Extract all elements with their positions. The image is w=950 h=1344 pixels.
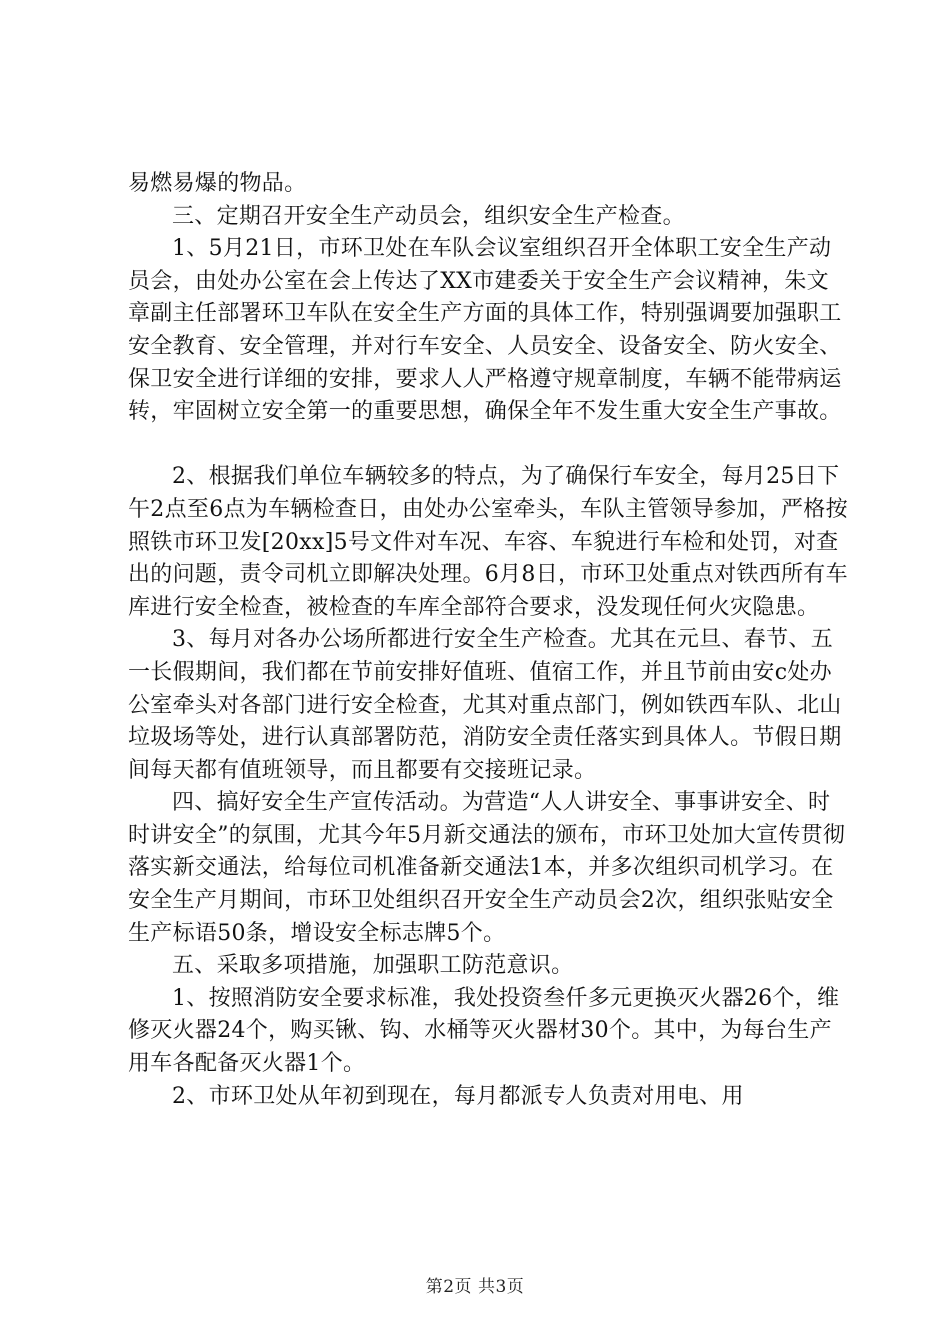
- section-heading-3: 三、定期召开安全生产动员会，组织安全生产检查。: [172, 203, 685, 229]
- document-body: [128, 168, 848, 1113]
- paragraph-continuation: 易燃易爆的物品。: [128, 171, 307, 196]
- paragraph-item-2: 2、根据我们单位车辆较多的特点，为了确保行车安全，每月25日下午2点至6点为车辆检查日，由处办公室牵头，车队主管领导参加，严格按照铁市环卫发[20xx]5号文件对车况、车容、车貌进行车检和处罚，对查出的问题，责令司机立即解决处理。6月8日，市环卫处重点对铁西所有车库进行安全检查，被检查的车库全部符合要求，没发现任何火灾隐患。: [128, 464, 848, 620]
- paragraph-item-5-1: 1、按照消防安全要求标准，我处投资叁仟多元更换灭火器26个，维修灭火器24个，购买锹、钩、水桶等灭火器材30个。其中，为每台生产用车各配备灭火器1个。: [128, 985, 840, 1077]
- section-heading-5: 五、采取多项措施，加强职工防范意识。: [172, 953, 574, 979]
- page-footer: 第2页 共3页: [425, 1277, 525, 1297]
- blank-line: [128, 429, 848, 462]
- paragraph-item-3: 3、每月对各办公场所都进行安全生产检查。尤其在元旦、春节、五一长假期间，我们都在节前安排好值班、值宿工作，并且节前由安c处办公室牵头对各部门进行安全检查，尤其对重点部门，例如铁西车队、北山垃圾场等处，进行认真部署防范，消防安全责任落实到具体人。节假日期间每天都有值班领导，而且都要有交接班记录。: [128, 627, 842, 783]
- paragraph-item-1: 1、5月21日，市环卫处在车队会议室组织召开全体职工安全生产动员会，由处办公室在会上传达了XX市建委关于安全生产会议精神，朱文章副主任部署环卫车队在安全生产方面的具体工作，特别强调要加强职工安全教育、安全管理，并对行车安全、人员安全、设备安全、防火安全、保卫安全进行详细的安排，要求人人严格遵守规章制度，车辆不能带病运转，牢固树立安全第一的重要思想，确保全年不发生重大安全生产事故。: [128, 236, 842, 425]
- section-heading-4: 四、搞好安全生产宣传活动。为营造“人人讲安全、事事讲安全、时时讲安全”的氛围，尤其今年5月新交通法的颁布，市环卫处加大宣传贯彻落实新交通法，给每位司机准备新交通法1本，并多次组织司机学习。在安全生产月期间，市环卫处组织召开安全生产动员会2次，组织张贴安全生产标语50条，增设安全标志牌5个。: [128, 790, 846, 946]
- paragraph-item-5-2: 2、市环卫处从年初到现在，每月都派专人负责对用电、用: [172, 1083, 744, 1109]
